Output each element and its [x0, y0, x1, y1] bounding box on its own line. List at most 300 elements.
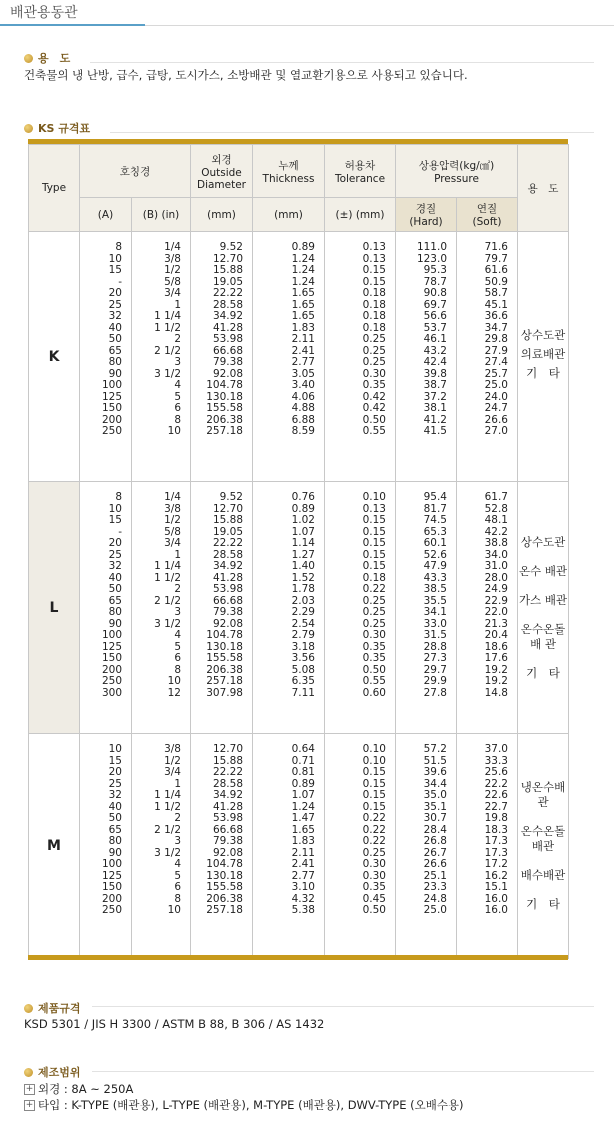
size-a-value: 10	[108, 502, 122, 515]
pressure-hard-value: 26.8	[423, 835, 447, 847]
pressure-hard-value: 38.7	[423, 379, 447, 391]
thickness-value: 0.89	[291, 241, 315, 253]
size-b-value: 1/2	[164, 514, 181, 526]
pressure-soft-value: 14.8	[484, 686, 508, 699]
pressure-hard-value: 57.2	[423, 743, 447, 755]
plus-icon: +	[25, 1084, 34, 1094]
outside-diameter-value: 206.38	[206, 663, 243, 676]
pressure-soft-value: 18.6	[484, 640, 508, 653]
pressure-hard-value: 28.8	[423, 640, 447, 653]
usage-heading-label: 용 도	[38, 52, 71, 65]
pressure-soft-value: 15.1	[484, 881, 508, 893]
thickness-value: 0.89	[291, 777, 315, 790]
pressure-soft-value: 71.6	[484, 241, 508, 253]
use-cell	[518, 232, 569, 482]
mfg-range-item	[24, 1081, 133, 1097]
size-a-value: -	[118, 275, 122, 288]
outside-diameter-value: 12.70	[212, 743, 243, 755]
size-a-value: 10	[108, 743, 122, 755]
pressure-soft-value: 26.6	[484, 413, 508, 426]
outside-diameter-value: 28.58	[212, 298, 243, 311]
size-b-value: 6	[174, 402, 181, 414]
tolerance-value: 0.42	[362, 402, 386, 414]
pressure-hard-value: 51.5	[423, 754, 447, 767]
pressure-soft-value: 17.3	[484, 846, 508, 859]
tolerance-column	[325, 482, 396, 734]
size-b-value: 8	[174, 663, 181, 676]
thickness-value: 1.65	[291, 287, 315, 299]
pressure-hard-column	[396, 482, 457, 734]
size-a-value: 80	[108, 835, 122, 847]
use-item: 의료배관	[520, 347, 566, 361]
pressure-hard-value: 123.0	[416, 252, 447, 265]
tolerance-column	[325, 734, 396, 959]
size-a-column	[80, 232, 132, 482]
outside-diameter-value: 257.18	[206, 675, 243, 687]
tolerance-value: 0.18	[362, 287, 386, 299]
use-item: 상수도관	[520, 534, 566, 549]
tolerance-value: 0.10	[362, 491, 386, 503]
pressure-hard-value: 41.5	[423, 425, 447, 437]
use-cell	[518, 734, 569, 959]
outside-diameter-value: 155.58	[206, 402, 243, 414]
size-a-value: 50	[108, 812, 122, 824]
pressure-soft-value: 61.7	[484, 491, 508, 503]
size-b-value: 3 1/2	[154, 846, 181, 859]
size-b-value: 6	[174, 881, 181, 893]
pressure-hard-value: 35.1	[423, 800, 447, 813]
outside-diameter-value: 34.92	[212, 310, 243, 322]
pressure-soft-value: 22.2	[484, 777, 508, 790]
thickness-value: 0.89	[291, 502, 315, 515]
thickness-value: 3.18	[291, 640, 315, 653]
pressure-hard-value: 41.2	[423, 413, 447, 426]
size-b-value: 5	[174, 869, 181, 882]
thickness-value: 6.88	[291, 413, 315, 426]
header-pressure-line1: 상용압력(kg/㎠)	[418, 159, 495, 172]
size-b-value: 2	[174, 812, 181, 824]
outside-diameter-value: 104.78	[206, 858, 243, 870]
size-a-value: 150	[101, 881, 122, 893]
pressure-hard-value: 95.3	[423, 264, 447, 276]
pressure-soft-value: 24.9	[484, 583, 508, 595]
outside-diameter-value: 22.22	[212, 537, 243, 549]
size-b-value: 1/4	[164, 491, 181, 503]
pressure-hard-value: 47.9	[423, 560, 447, 572]
pressure-hard-value: 39.6	[423, 766, 447, 778]
section-divider	[90, 62, 594, 63]
tolerance-value: 0.15	[362, 525, 386, 538]
thickness-value: 2.77	[291, 356, 315, 368]
use-item: 가스 배관	[518, 592, 568, 607]
thickness-value: 1.27	[291, 548, 315, 561]
outside-diameter-value: 104.78	[206, 629, 243, 641]
outside-diameter-column	[191, 232, 253, 482]
header-soft-line1: 연질	[476, 203, 498, 215]
size-a-value: 20	[108, 287, 122, 299]
thickness-value: 5.08	[291, 663, 315, 676]
size-b-value: 1	[174, 548, 181, 561]
size-b-value: 12	[167, 686, 181, 699]
thickness-value: 2.54	[291, 617, 315, 630]
tolerance-value: 0.15	[362, 789, 386, 801]
outside-diameter-value: 15.88	[212, 514, 243, 526]
outside-diameter-value: 53.98	[212, 333, 243, 345]
thickness-column	[253, 232, 325, 482]
outside-diameter-value: 79.38	[212, 356, 243, 368]
size-a-value: 125	[101, 869, 122, 882]
pressure-soft-value: 16.2	[484, 869, 508, 882]
pressure-hard-value: 52.6	[423, 548, 447, 561]
thickness-value: 3.05	[291, 367, 315, 380]
size-a-value: 20	[108, 766, 122, 778]
size-a-value: 25	[108, 298, 122, 311]
pressure-soft-value: 38.8	[484, 537, 508, 549]
size-b-value: 5	[174, 640, 181, 653]
size-a-value: 50	[108, 333, 122, 345]
pressure-soft-column	[457, 232, 518, 482]
thickness-value: 4.06	[291, 390, 315, 403]
pressure-hard-value: 81.7	[423, 502, 447, 515]
pressure-hard-column	[396, 232, 457, 482]
thickness-value: 1.24	[291, 275, 315, 288]
tolerance-value: 0.10	[362, 754, 386, 767]
pressure-hard-value: 29.9	[423, 675, 447, 687]
size-a-value: 125	[101, 640, 122, 653]
thickness-value: 2.77	[291, 869, 315, 882]
tolerance-value: 0.18	[362, 321, 386, 334]
type-cell: M	[29, 734, 80, 959]
size-a-value: 90	[108, 617, 122, 630]
use-item: 기 타	[526, 366, 560, 380]
header-nominal: 호칭경	[80, 145, 191, 198]
size-a-value: 250	[101, 425, 122, 437]
header-thick-unit: (mm)	[253, 198, 325, 232]
pressure-hard-value: 34.1	[423, 606, 447, 618]
header-tol-unit: (±) (mm)	[325, 198, 396, 232]
tolerance-value: 0.25	[362, 617, 386, 630]
pressure-hard-value: 31.5	[423, 629, 447, 641]
use-item: 기 타	[526, 665, 560, 680]
pressure-soft-value: 22.6	[484, 789, 508, 801]
outside-diameter-value: 79.38	[212, 835, 243, 847]
size-b-value: 8	[174, 413, 181, 426]
thickness-value: 1.40	[291, 560, 315, 572]
size-a-value: 15	[108, 264, 122, 276]
tolerance-value: 0.25	[362, 344, 386, 357]
plus-icon: +	[25, 1100, 34, 1110]
size-b-value: 3/4	[164, 537, 181, 549]
outside-diameter-value: 22.22	[212, 766, 243, 778]
size-a-value: 100	[101, 858, 122, 870]
size-a-value: 32	[108, 560, 122, 572]
pressure-hard-value: 33.0	[423, 617, 447, 630]
pressure-hard-value: 65.3	[423, 525, 447, 538]
pressure-hard-value: 28.4	[423, 823, 447, 836]
outside-diameter-value: 130.18	[206, 640, 243, 653]
size-a-value: 250	[101, 904, 122, 916]
tolerance-value: 0.55	[362, 425, 386, 437]
section-divider	[92, 1071, 594, 1072]
outside-diameter-value: 9.52	[219, 491, 243, 503]
outside-diameter-value: 41.28	[212, 800, 243, 813]
table-bottom-bar	[28, 955, 568, 960]
tolerance-value: 0.15	[362, 514, 386, 526]
pressure-soft-value: 27.0	[484, 425, 508, 437]
pressure-hard-value: 24.8	[423, 892, 447, 905]
size-a-value: 8	[115, 241, 122, 253]
size-b-column	[132, 232, 191, 482]
pressure-hard-value: 43.3	[423, 571, 447, 584]
pressure-soft-value: 45.1	[484, 298, 508, 311]
pressure-soft-value: 28.0	[484, 571, 508, 584]
pressure-soft-value: 42.2	[484, 525, 508, 538]
outside-diameter-value: 66.68	[212, 823, 243, 836]
tolerance-column	[325, 232, 396, 482]
size-a-value: 15	[108, 514, 122, 526]
pressure-hard-value: 69.7	[423, 298, 447, 311]
size-b-value: 1 1/4	[154, 560, 181, 572]
pressure-soft-value: 21.3	[484, 617, 508, 630]
size-b-value: 1 1/2	[154, 571, 181, 584]
header-b: (B) (in)	[132, 198, 191, 232]
tolerance-value: 0.30	[362, 367, 386, 380]
outside-diameter-value: 41.28	[212, 321, 243, 334]
pressure-soft-value: 19.2	[484, 663, 508, 676]
usage-heading	[24, 50, 70, 66]
size-a-column	[80, 482, 132, 734]
use-item: 상수도관	[520, 328, 566, 342]
header-use: 용 도	[518, 145, 569, 232]
size-b-value: 1 1/4	[154, 789, 181, 801]
size-a-value: 65	[108, 344, 122, 357]
thickness-value: 8.59	[291, 425, 315, 437]
thickness-value: 1.24	[291, 252, 315, 265]
header-tol-line1: 허용차	[344, 159, 376, 172]
header-thickness	[253, 145, 325, 198]
tolerance-value: 0.22	[362, 823, 386, 836]
pressure-hard-value: 53.7	[423, 321, 447, 334]
thickness-value: 2.11	[291, 333, 315, 345]
thickness-value: 0.71	[291, 754, 315, 767]
tolerance-value: 0.35	[362, 379, 386, 391]
pressure-soft-value: 25.7	[484, 367, 508, 380]
thickness-value: 4.32	[291, 892, 315, 905]
size-b-value: 1/2	[164, 754, 181, 767]
outside-diameter-value: 92.08	[212, 367, 243, 380]
pressure-hard-value: 43.2	[423, 344, 447, 357]
header-hard	[396, 198, 457, 232]
pressure-hard-value: 74.5	[423, 514, 447, 526]
size-b-value: 2 1/2	[154, 594, 181, 607]
size-b-column	[132, 734, 191, 959]
size-b-value: 2	[174, 333, 181, 345]
pressure-soft-value: 50.9	[484, 275, 508, 288]
size-a-value: 90	[108, 846, 122, 859]
tolerance-value: 0.25	[362, 846, 386, 859]
size-a-value: 25	[108, 548, 122, 561]
outside-diameter-value: 66.68	[212, 594, 243, 607]
size-b-value: 3/8	[164, 252, 181, 265]
thickness-value: 1.65	[291, 298, 315, 311]
thickness-value: 0.81	[291, 766, 315, 778]
outside-diameter-value: 155.58	[206, 881, 243, 893]
size-b-value: 2	[174, 583, 181, 595]
thickness-value: 2.79	[291, 629, 315, 641]
pressure-soft-value: 34.7	[484, 321, 508, 334]
ks-heading	[24, 120, 90, 136]
outside-diameter-value: 92.08	[212, 846, 243, 859]
pressure-soft-value: 34.0	[484, 548, 508, 561]
size-b-value: 3	[174, 835, 181, 847]
pressure-soft-value: 52.8	[484, 502, 508, 515]
tolerance-value: 0.50	[362, 663, 386, 676]
pressure-soft-value: 19.2	[484, 675, 508, 687]
size-b-value: 6	[174, 652, 181, 664]
tolerance-value: 0.55	[362, 675, 386, 687]
outside-diameter-value: 12.70	[212, 502, 243, 515]
pressure-soft-value: 16.0	[484, 892, 508, 905]
outside-diameter-column	[191, 482, 253, 734]
header-pressure-line2: Pressure	[434, 172, 479, 185]
pressure-hard-value: 78.7	[423, 275, 447, 288]
tolerance-value: 0.15	[362, 537, 386, 549]
header-od-unit: (mm)	[191, 198, 253, 232]
tolerance-value: 0.30	[362, 629, 386, 641]
pressure-hard-value: 29.7	[423, 663, 447, 676]
outside-diameter-value: 15.88	[212, 264, 243, 276]
tolerance-value: 0.25	[362, 356, 386, 368]
size-b-value: 3 1/2	[154, 367, 181, 380]
pressure-hard-value: 25.0	[423, 904, 447, 916]
tolerance-value: 0.42	[362, 390, 386, 403]
tolerance-value: 0.18	[362, 571, 386, 584]
mfg-range-heading	[24, 1064, 81, 1080]
mfg-range-item	[24, 1097, 464, 1113]
bullet-icon	[24, 124, 33, 133]
tolerance-value: 0.35	[362, 652, 386, 664]
tolerance-value: 0.18	[362, 310, 386, 322]
title-underline	[0, 24, 145, 26]
outside-diameter-value: 28.58	[212, 548, 243, 561]
thickness-value: 1.07	[291, 525, 315, 538]
size-a-value: 200	[101, 413, 122, 426]
size-a-value: 200	[101, 892, 122, 905]
use-item: 냉온수배관	[520, 780, 566, 809]
header-od-line2: Outside	[201, 166, 242, 179]
size-a-value: 65	[108, 823, 122, 836]
tolerance-value: 0.22	[362, 812, 386, 824]
page-title: 배관용동관	[10, 5, 78, 21]
pressure-hard-column	[396, 734, 457, 959]
size-a-column	[80, 734, 132, 959]
outside-diameter-value: 79.38	[212, 606, 243, 618]
size-a-value: 40	[108, 321, 122, 334]
size-a-value: 125	[101, 390, 122, 403]
size-a-value: 100	[101, 379, 122, 391]
outside-diameter-value: 41.28	[212, 571, 243, 584]
header-a: (A)	[80, 198, 132, 232]
thickness-value: 2.11	[291, 846, 315, 859]
table-row	[29, 482, 569, 734]
tolerance-value: 0.45	[362, 892, 386, 905]
header-outside-diameter	[191, 145, 253, 198]
pressure-soft-value: 37.0	[484, 743, 508, 755]
size-a-value: 20	[108, 537, 122, 549]
thickness-value: 0.76	[291, 491, 315, 503]
size-a-value: 100	[101, 629, 122, 641]
tolerance-value: 0.30	[362, 858, 386, 870]
pressure-hard-value: 111.0	[416, 241, 447, 253]
thickness-value: 1.83	[291, 835, 315, 847]
size-b-value: 4	[174, 858, 181, 870]
thickness-value: 0.64	[291, 743, 315, 755]
pressure-soft-value: 22.0	[484, 606, 508, 618]
product-spec-heading	[24, 1000, 81, 1016]
use-cell	[518, 482, 569, 734]
size-b-value: 10	[167, 904, 181, 916]
outside-diameter-value: 92.08	[212, 617, 243, 630]
header-thick-line1: 누께	[278, 159, 299, 172]
outside-diameter-value: 66.68	[212, 344, 243, 357]
size-b-value: 10	[167, 675, 181, 687]
outside-diameter-value: 53.98	[212, 583, 243, 595]
thickness-value: 3.40	[291, 379, 315, 391]
outside-diameter-value: 28.58	[212, 777, 243, 790]
outside-diameter-value: 19.05	[212, 525, 243, 538]
tolerance-value: 0.15	[362, 800, 386, 813]
thickness-value: 3.56	[291, 652, 315, 664]
pressure-soft-value: 18.3	[484, 823, 508, 836]
size-b-value: 3/8	[164, 743, 181, 755]
pressure-soft-value: 24.7	[484, 402, 508, 414]
thickness-value: 5.38	[291, 904, 315, 916]
ks-spec-table	[28, 144, 569, 959]
pressure-soft-value: 22.7	[484, 800, 508, 813]
tolerance-value: 0.15	[362, 275, 386, 288]
pressure-soft-value: 17.3	[484, 835, 508, 847]
pressure-soft-value: 58.7	[484, 287, 508, 299]
title-divider	[145, 25, 614, 26]
outside-diameter-value: 155.58	[206, 652, 243, 664]
thickness-value: 1.07	[291, 789, 315, 801]
size-a-value: 80	[108, 606, 122, 618]
bullet-icon	[24, 1004, 33, 1013]
size-b-value: 3/8	[164, 502, 181, 515]
tolerance-value: 0.25	[362, 333, 386, 345]
pressure-hard-value: 35.5	[423, 594, 447, 607]
pressure-hard-value: 27.8	[423, 686, 447, 699]
size-a-value: 32	[108, 789, 122, 801]
section-divider	[110, 132, 594, 133]
size-b-value: 3 1/2	[154, 617, 181, 630]
usage-text: 건축물의 냉 난방, 급수, 급탕, 도시가스, 소방배관 및 열교환기용으로 사용되고 있습니다.	[24, 68, 468, 82]
header-thick-line2: Thickness	[262, 172, 315, 185]
tolerance-value: 0.30	[362, 869, 386, 882]
pressure-soft-value: 79.7	[484, 252, 508, 265]
header-od-line3: Diameter	[196, 178, 247, 191]
size-a-value: 150	[101, 652, 122, 664]
size-b-value: 1	[174, 777, 181, 790]
use-item: 온수 배관	[518, 563, 568, 578]
size-a-value: 250	[101, 675, 122, 687]
header-tolerance	[325, 145, 396, 198]
pressure-soft-value: 25.6	[484, 766, 508, 778]
header-hard-line2: (Hard)	[409, 216, 443, 228]
pressure-hard-value: 26.7	[423, 846, 447, 859]
tolerance-value: 0.15	[362, 560, 386, 572]
pressure-soft-value: 61.6	[484, 264, 508, 276]
